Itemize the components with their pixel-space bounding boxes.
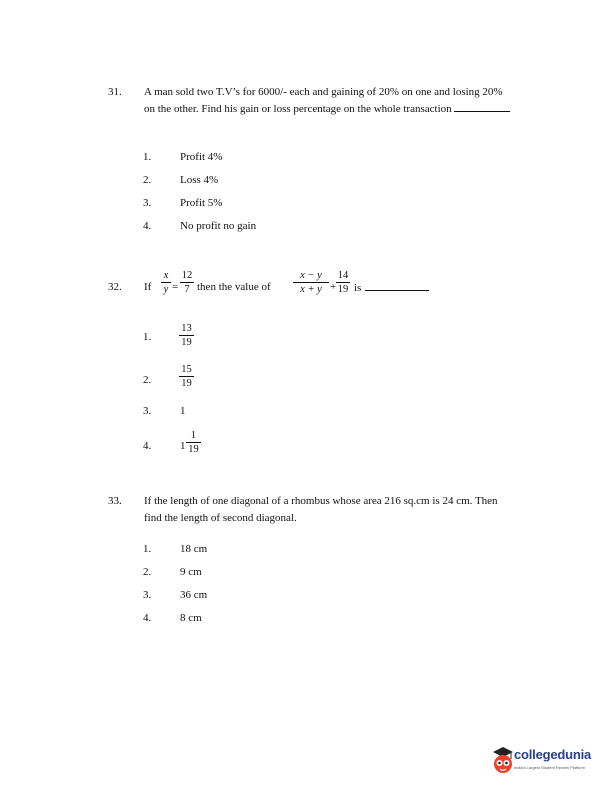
fraction-bar [180,282,194,283]
answer-blank [365,281,429,291]
q32-equals-sign: = [172,281,179,293]
question-33-number: 33. [108,495,122,507]
logo-name: collegedunia [514,747,592,762]
q33-option-3-text: 36 cm [180,589,208,601]
q33-option-4-text: 8 cm [180,612,202,624]
q31-option-1-number: 1. [143,151,152,163]
fraction-denominator: y [163,284,169,295]
q32-option-4-whole: 1 [180,440,186,452]
collegedunia-logo [492,743,602,777]
graduation-owl-icon [492,745,514,775]
q31-option-1-text: Profit 4% [180,151,223,163]
q32-option-2-number: 2. [143,374,152,386]
fraction-bar [336,282,350,283]
fraction-numerator: 12 [181,270,193,281]
q32-fraction-x-over-y [161,270,171,295]
fraction-numerator: 14 [337,270,349,281]
question-31-number: 31. [108,86,122,98]
q32-is-text: is [354,282,362,294]
q32-option-4-fraction [186,430,201,455]
fraction-denominator: 19 [181,378,192,389]
fraction-bar [179,335,194,336]
q32-option-1-number: 1. [143,331,152,343]
q33-option-2-text: 9 cm [180,566,202,578]
fraction-numerator: 1 [190,430,197,441]
question-31-text [144,84,514,118]
q33-option-3-number: 3. [143,589,152,601]
fraction-denominator: 19 [188,444,199,455]
answer-blank [454,102,510,112]
fraction-denominator: 19 [337,284,349,295]
q33-option-1-text: 18 cm [180,543,208,555]
q32-option-3-text: 1 [180,405,186,417]
question-33-text: If the length of one diagonal of a rhombus whose area 216 sq.cm is 24 cm. Then find the length of second diagonal. [144,495,498,524]
q33-option-4-number: 4. [143,612,152,624]
q32-is-word [354,281,429,294]
q31-option-4-text: No profit no gain [180,220,257,232]
question-32-number: 32. [108,281,122,293]
fraction-bar [293,282,329,283]
fraction-numerator: 15 [181,364,192,375]
fraction-numerator: x − y [300,270,322,281]
fraction-numerator: 13 [181,323,192,334]
q31-option-3-number: 3. [143,197,152,209]
fraction-numerator: x [163,270,169,281]
q32-option-3-number: 3. [143,405,152,417]
q32-plus-sign: + [330,281,337,293]
q33-option-1-number: 1. [143,543,152,555]
q31-option-2-text: Loss 4% [180,174,219,186]
q32-fraction-x-minus-y-over-x-plus-y [293,270,329,295]
fraction-denominator: x + y [300,284,322,295]
q32-then-text: then the value of [197,281,271,293]
q32-fraction-12-over-7 [180,270,194,295]
q31-option-4-number: 4. [143,220,152,232]
q31-option-2-number: 2. [143,174,152,186]
q32-fraction-14-over-19 [336,270,350,295]
logo-tagline: India's Largest Student Review Platform [514,765,586,770]
q31-option-3-text: Profit 5% [180,197,223,209]
question-31-text-content: A man sold two T.V’s for 6000/- each and gaining of 20% on one and losing 20% on the other. Find his gain or loss percentage on the whole transaction [144,86,503,115]
fraction-bar [186,442,201,443]
q32-option-4-number: 4. [143,440,152,452]
fraction-bar [179,376,194,377]
q32-option-2-fraction [179,364,194,389]
fraction-denominator: 19 [181,337,192,348]
q32-option-1-fraction [179,323,194,348]
q33-option-2-number: 2. [143,566,152,578]
fraction-bar [161,282,171,283]
q32-if-word: If [144,281,152,293]
fraction-denominator: 7 [184,284,190,295]
